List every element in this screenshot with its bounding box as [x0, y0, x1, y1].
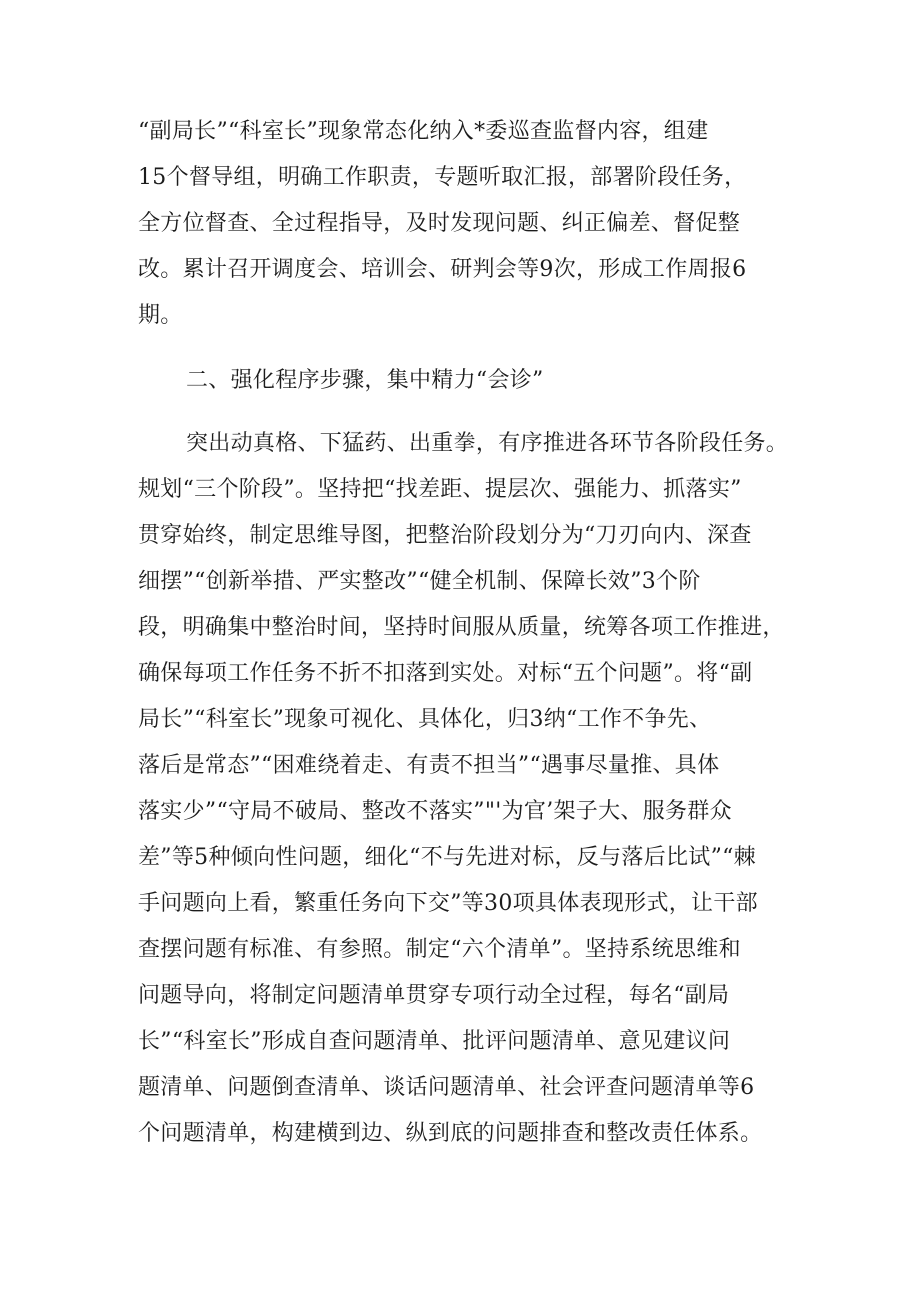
- text-line: 15个督导组，明确工作职责，专题听取汇报，部署阶段任务，: [138, 165, 747, 190]
- text-line: 期。: [138, 303, 183, 328]
- text-line: 改。累计召开调度会、培训会、研判会等9次，形成工作周报6: [138, 257, 747, 282]
- text-line: 规划“三个阶段”。坚持把“找差距、提层次、强能力、抓落实”: [138, 477, 742, 502]
- text-line: 确保每项工作任务不折不扣落到实处。对标“五个问题”。将“副: [138, 661, 753, 686]
- text-line: 差”等5种倾向性问题，细化“不与先进对标，反与落后比试”“棘: [138, 845, 756, 870]
- text-line: 局长”“科室长”现象可视化、具体化，归3纳“工作不争先、: [138, 707, 712, 732]
- text-line: 查摆问题有标准、有参照。制定“六个清单”。坚持系统思维和: [138, 937, 741, 962]
- text-line: 细摆”“创新举措、严实整改”“健全机制、保障长效”3个阶: [138, 569, 701, 594]
- text-line: 长”“科室长”形成自查问题清单、批评问题清单、意见建议问: [138, 1029, 731, 1054]
- text-line: 手问题向上看，繁重任务向下交”等30项具体表现形式，让干部: [138, 891, 758, 916]
- text-line: 落后是常态”“困难绕着走、有责不担当”“遇事尽量推、具体: [138, 753, 720, 778]
- text-line: 突出动真格、下猛药、出重拳，有序推进各环节各阶段任务。: [186, 431, 789, 456]
- section-heading: 二、强化程序步骤，集中精力“会诊”: [186, 368, 544, 393]
- text-line: 问题导向，将制定问题清单贯穿专项行动全过程，每名“副局: [138, 983, 730, 1008]
- text-line: 个问题清单，构建横到边、纵到底的问题排查和整改责任体系。: [138, 1121, 763, 1146]
- text-line: 全方位督查、全过程指导，及时发现问题、纠正偏差、督促整: [138, 211, 741, 236]
- text-line: 落实少”“守局不破局、整改不落实”"'为官’架子大、服务群众: [138, 799, 732, 824]
- text-line: 贯穿始终，制定思维导图，把整治阶段划分为“刀刃向内、深查: [138, 523, 752, 548]
- text-line: 段，明确集中整治时间，坚持时间服从质量，统筹各项工作推进，: [138, 615, 785, 640]
- text-line: 题清单、问题倒查清单、谈话问题清单、社会评查问题清单等6: [138, 1075, 755, 1100]
- text-line: “副局长”“科室长”现象常态化纳入*委巡查监督内容，组建: [138, 119, 709, 144]
